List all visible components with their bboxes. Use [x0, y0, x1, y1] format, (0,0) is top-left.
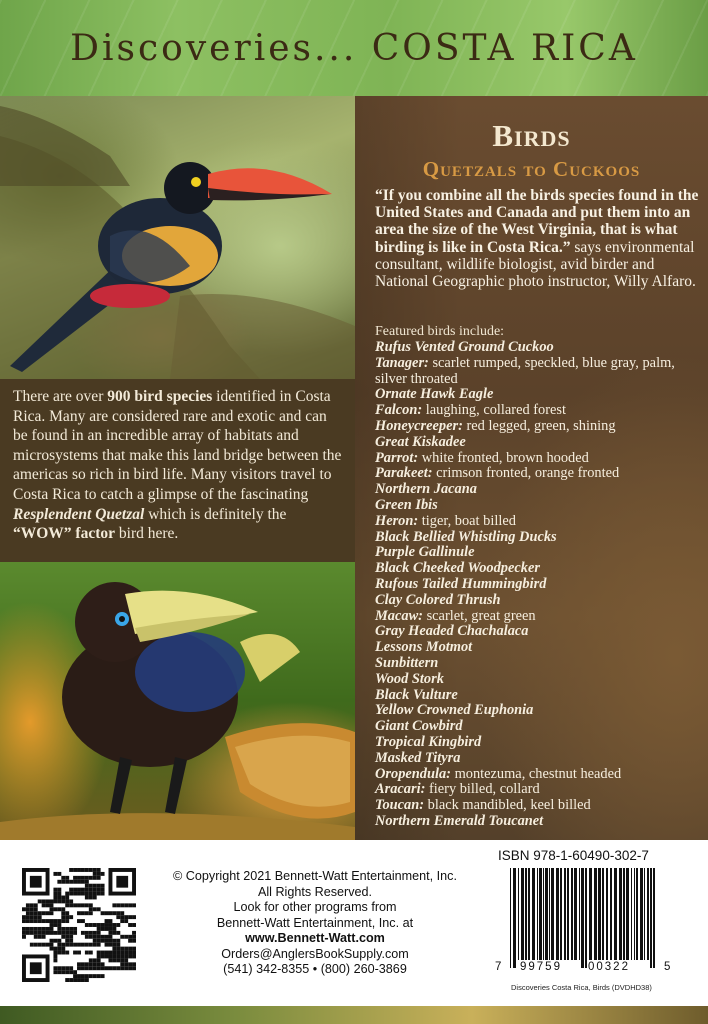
- bird-list-item: [375, 498, 705, 514]
- bird-name: Falcon:: [375, 402, 423, 419]
- bird-varieties: scarlet, great green: [422, 607, 536, 624]
- bird-name: Ornate Hawk Eagle: [375, 386, 494, 403]
- bird-name: Giant Cowbird: [375, 718, 463, 735]
- look-line: Look for other programs from: [233, 900, 397, 914]
- bird-varieties: black mandibled, keel billed: [424, 797, 591, 814]
- series-title: Discoveries... COSTA RICA: [70, 28, 638, 69]
- bird-name: Tropical Kingbird: [375, 733, 482, 750]
- bird-name: Rufus Vented Ground Cuckoo: [375, 339, 554, 355]
- panel-title: Birds: [492, 118, 571, 153]
- bird-name: Yellow Crowned Euphonia: [375, 702, 534, 719]
- bird-name: Green Ibis: [375, 496, 438, 513]
- bird-list-item: [375, 814, 705, 830]
- aracari-illustration: [0, 96, 355, 379]
- panel-subtitle: Quetzals to Cuckoos: [422, 157, 641, 181]
- bird-name: Clay Colored Thrush: [375, 591, 501, 608]
- bird-name: Parakeet:: [375, 465, 433, 482]
- bird-name: Sunbittern: [375, 654, 439, 671]
- bird-list-item: [375, 514, 705, 530]
- bird-list-item: [375, 767, 705, 783]
- qr-code: [22, 868, 136, 982]
- intro-bold-species: 900 bird species: [107, 388, 213, 405]
- copyright-line: © Copyright 2021 Bennett-Watt Entertainment, Inc.: [173, 869, 457, 883]
- title-banner: [0, 0, 708, 96]
- publisher-info: [150, 869, 480, 978]
- bird-name: Northern Emerald Toucanet: [375, 812, 544, 829]
- toucanet-illustration: [0, 562, 355, 840]
- bird-name: Rufous Tailed Hummingbird: [375, 575, 547, 592]
- rights-line: All Rights Reserved.: [257, 884, 373, 899]
- intro-paragraph: [0, 379, 355, 562]
- product-caption: Discoveries Costa Rica, Birds (DVDHD38): [511, 983, 652, 992]
- bird-list-item: [375, 561, 705, 577]
- bird-list-item: [375, 656, 705, 672]
- bird-list-item: [375, 482, 705, 498]
- bird-list-item: [375, 751, 705, 767]
- website-link[interactable]: www.Bennett-Watt.com: [245, 931, 385, 945]
- bird-list-item: [375, 530, 705, 546]
- bird-list-item: [375, 356, 705, 388]
- bird-name: Honeycreeper:: [375, 417, 463, 434]
- bird-list-item: [375, 435, 705, 451]
- bird-list-item: [375, 735, 705, 751]
- bird-list-item: [375, 782, 705, 798]
- birds-panel: [355, 96, 708, 840]
- bird-varieties: tiger, boat billed: [418, 512, 516, 529]
- bird-list-item: [375, 577, 705, 593]
- bird-name: Heron:: [375, 512, 419, 529]
- bird-name: Aracari:: [375, 781, 426, 798]
- intro-quetzal: Resplendent Quetzal: [13, 505, 145, 523]
- bird-list-item: [375, 451, 705, 467]
- bird-name: Black Bellied Whistling Ducks: [375, 528, 557, 545]
- bird-list-item: [375, 703, 705, 719]
- bird-name: Toucan:: [375, 797, 425, 814]
- bird-varieties: white fronted, brown hooded: [418, 449, 589, 466]
- bird-name: Macaw:: [375, 607, 423, 624]
- barcode-digit-right: 5: [664, 961, 671, 973]
- aracari-photo: [0, 96, 355, 379]
- bird-varieties: red legged, green, shining: [462, 417, 616, 434]
- quote-bold: “If you combine all the birds species found in the United States and Canada and put them into an area the size of the West Virginia, that is what birding is like in Costa Rica.”: [375, 187, 699, 256]
- barcode-digits-2: 00322: [588, 961, 630, 973]
- bird-varieties: fiery billed, collard: [425, 781, 540, 798]
- bird-list-item: [375, 466, 705, 482]
- bird-list-item: [375, 593, 705, 609]
- barcode: [506, 866, 658, 974]
- bird-list-item: [375, 688, 705, 704]
- bird-list-item: [375, 387, 705, 403]
- bottom-photo-strip: [0, 1006, 708, 1024]
- bird-name: Oropendula:: [375, 765, 451, 782]
- bird-list-item: [375, 719, 705, 735]
- bird-list-item: [375, 640, 705, 656]
- bird-name: Great Kiskadee: [375, 433, 466, 450]
- toucanet-photo: [0, 562, 355, 840]
- bird-name: Lessons Motmot: [375, 639, 473, 656]
- bird-list-item: [375, 609, 705, 625]
- bird-name: Parrot:: [375, 449, 419, 466]
- bird-varieties: montezuma, chestnut headed: [450, 765, 622, 782]
- intro-text-2: identified in Costa Rica. Many are considered rare and exotic and can be found in an incredible array of habitats and microsystems that make this land bridge between the americas so rich in bird life. Many visitors travel to Costa Rica to catch a glimpse of the fascinating: [13, 388, 342, 503]
- bird-name: Tanager:: [375, 354, 429, 371]
- bird-list-item: [375, 403, 705, 419]
- bird-list-item: [375, 624, 705, 640]
- bird-name: Purple Gallinule: [375, 544, 475, 561]
- email-link[interactable]: Orders@AnglersBookSupply.com: [221, 946, 409, 961]
- bird-list-item: [375, 419, 705, 435]
- bird-name: Gray Headed Chachalaca: [375, 623, 529, 640]
- quote-attribution: says environmental consultant, wildlife biologist, avid birder and National Geographic photo instructor, Willy Alfaro.: [375, 238, 696, 291]
- bird-list: [375, 340, 705, 830]
- isbn-label: ISBN 978-1-60490-302-7: [498, 848, 649, 863]
- intro-text-1: There are over: [13, 388, 108, 405]
- bird-name: Black Vulture: [375, 686, 458, 703]
- phone-numbers: (541) 342-8355 • (800) 260-3869: [223, 962, 407, 976]
- barcode-digits-1: 99759: [520, 961, 562, 973]
- bird-varieties: crimson fronted, orange fronted: [432, 465, 620, 482]
- footer: [0, 840, 708, 1006]
- intro-text-3: which is definitely the: [144, 505, 287, 523]
- featured-label: Featured birds include:: [375, 324, 505, 339]
- bird-list-item: [375, 672, 705, 688]
- bird-list-item: [375, 798, 705, 814]
- quote-paragraph: [375, 187, 705, 290]
- bird-name: Masked Tityra: [375, 749, 461, 766]
- bird-name: Wood Stork: [375, 670, 444, 687]
- bird-list-item: [375, 340, 705, 356]
- intro-text-4: bird here.: [115, 525, 179, 543]
- look-line-2: Bennett-Watt Entertainment, Inc. at: [216, 915, 414, 930]
- bird-varieties: laughing, collared forest: [422, 402, 567, 419]
- intro-wow: “WOW” factor: [13, 525, 116, 543]
- bird-name: Black Cheeked Woodpecker: [375, 560, 540, 577]
- bird-varieties: scarlet rumped, speckled, blue gray, palm, silver throated: [375, 354, 675, 387]
- barcode-digit-left: 7: [495, 961, 502, 973]
- bird-list-item: [375, 545, 705, 561]
- bird-name: Northern Jacana: [375, 481, 477, 498]
